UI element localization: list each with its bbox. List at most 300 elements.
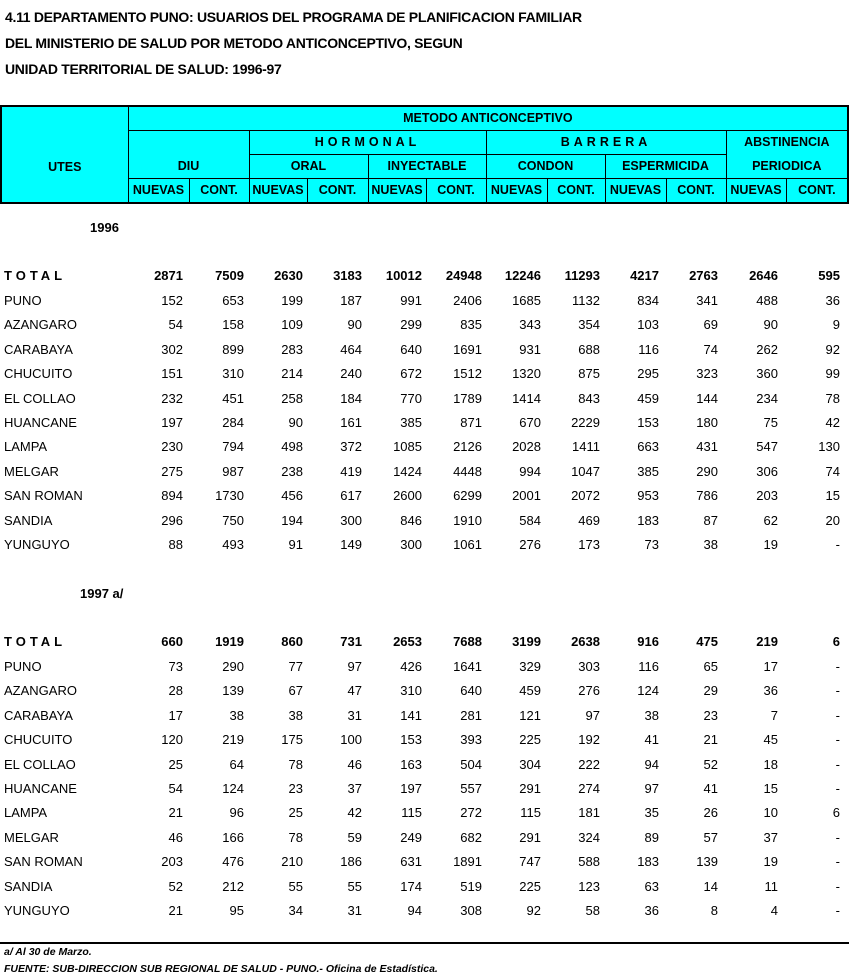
- cell-value: 1085: [393, 439, 422, 454]
- table-row: [0, 415, 849, 439]
- table-row: [0, 781, 849, 805]
- cell-value: 343: [519, 317, 541, 332]
- cell-value: 660: [161, 634, 183, 649]
- cell-value: 141: [400, 708, 422, 723]
- cell-value: 186: [340, 854, 362, 869]
- cell-value: -: [835, 732, 840, 747]
- cell-value: 203: [161, 854, 183, 869]
- cell-value: 219: [222, 732, 244, 747]
- cell-value: 115: [401, 805, 422, 820]
- cell-value: 11: [764, 879, 778, 894]
- cell-value: 124: [222, 781, 244, 796]
- cell-value: 931: [519, 342, 541, 357]
- row-label: TOTAL: [4, 268, 67, 283]
- cell-value: 88: [168, 537, 183, 552]
- table-row: [0, 513, 849, 537]
- cell-value: 161: [340, 415, 362, 430]
- table-row: [0, 659, 849, 683]
- header-oral: ORAL: [249, 155, 368, 179]
- cell-value: 464: [340, 342, 362, 357]
- cell-value: 46: [347, 757, 362, 772]
- cell-value: 258: [281, 391, 303, 406]
- cell-value: 6: [832, 805, 840, 820]
- cell-value: 300: [400, 537, 422, 552]
- section-year: 1996: [90, 220, 119, 235]
- cell-value: 194: [281, 513, 303, 528]
- table-row: [0, 537, 849, 561]
- cell-value: 663: [637, 439, 659, 454]
- row-label: SAN ROMAN: [4, 854, 83, 869]
- cell-value: 234: [756, 391, 778, 406]
- cell-value: 197: [161, 415, 183, 430]
- cell-value: 97: [644, 781, 659, 796]
- cell-value: 42: [825, 415, 840, 430]
- cell-value: 354: [578, 317, 600, 332]
- cell-value: 78: [825, 391, 840, 406]
- cell-value: 770: [400, 391, 422, 406]
- cell-value: 6: [832, 634, 840, 649]
- cell-value: 94: [407, 903, 422, 918]
- row-label: YUNGUYO: [4, 903, 70, 918]
- cell-value: 617: [340, 488, 362, 503]
- cell-value: 498: [281, 439, 303, 454]
- cell-value: 451: [222, 391, 244, 406]
- cell-value: 153: [637, 415, 659, 430]
- cell-value: 557: [460, 781, 482, 796]
- cell-value: 21: [168, 805, 183, 820]
- row-label: AZANGARO: [4, 683, 77, 698]
- cell-value: 58: [585, 903, 600, 918]
- cell-value: 24948: [445, 268, 482, 283]
- header-abstinencia: ABSTINENCIA: [726, 131, 848, 155]
- cell-value: 731: [340, 634, 362, 649]
- header-cont: CONT.: [307, 179, 368, 204]
- cell-value: -: [835, 757, 840, 772]
- cell-value: 240: [340, 366, 362, 381]
- table-row: [0, 879, 849, 903]
- cell-value: 2653: [393, 634, 422, 649]
- cell-value: 385: [400, 415, 422, 430]
- cell-value: 31: [347, 903, 362, 918]
- cell-value: 291: [519, 830, 541, 845]
- cell-value: 21: [703, 732, 718, 747]
- cell-value: 23: [288, 781, 303, 796]
- cell-value: 67: [288, 683, 303, 698]
- table-row: [0, 293, 849, 317]
- cell-value: 183: [637, 854, 659, 869]
- cell-value: 295: [637, 366, 659, 381]
- cell-value: 2638: [571, 634, 600, 649]
- cell-value: 54: [168, 317, 183, 332]
- cell-value: 9: [832, 317, 840, 332]
- cell-value: 210: [281, 854, 303, 869]
- source-note: FUENTE: SUB-DIRECCION SUB REGIONAL DE SALUD - PUNO.- Oficina de Estadística.: [4, 963, 438, 975]
- header-barrera: BARRERA: [486, 131, 726, 155]
- cell-value: 10012: [385, 268, 422, 283]
- row-label: AZANGARO: [4, 317, 77, 332]
- cell-value: 20: [825, 513, 840, 528]
- cell-value: 28: [168, 683, 183, 698]
- cell-value: 302: [161, 342, 183, 357]
- cell-value: 38: [703, 537, 718, 552]
- cell-value: 95: [229, 903, 244, 918]
- cell-value: 29: [703, 683, 718, 698]
- header-nuevas: NUEVAS: [726, 179, 786, 204]
- table-row: [0, 317, 849, 341]
- cell-value: -: [835, 659, 840, 674]
- cell-value: 116: [638, 342, 659, 357]
- cell-value: 14: [703, 879, 718, 894]
- table-row: [0, 439, 849, 463]
- cell-value: 290: [696, 464, 718, 479]
- cell-value: 488: [756, 293, 778, 308]
- cell-value: 1730: [215, 488, 244, 503]
- row-label: HUANCANE: [4, 415, 77, 430]
- cell-value: 1789: [453, 391, 482, 406]
- cell-value: 2072: [571, 488, 600, 503]
- row-label: PUNO: [4, 659, 42, 674]
- cell-value: 2126: [453, 439, 482, 454]
- cell-value: 153: [400, 732, 422, 747]
- cell-value: 26: [703, 805, 718, 820]
- cell-value: 1047: [571, 464, 600, 479]
- cell-value: 431: [696, 439, 718, 454]
- cell-value: 281: [460, 708, 482, 723]
- cell-value: 2028: [512, 439, 541, 454]
- cell-value: 173: [578, 537, 600, 552]
- row-label: SANDIA: [4, 879, 53, 894]
- cell-value: 249: [400, 830, 422, 845]
- cell-value: 158: [222, 317, 244, 332]
- cell-value: 300: [340, 513, 362, 528]
- table-title-line-1: 4.11 DEPARTAMENTO PUNO: USUARIOS DEL PROGRAMA DE PLANIFICACION FAMILIAR: [5, 9, 582, 25]
- cell-value: 1691: [453, 342, 482, 357]
- header-cont: CONT.: [189, 179, 249, 204]
- row-label: LAMPA: [4, 439, 48, 454]
- table-row: [0, 805, 849, 829]
- cell-value: 11293: [564, 268, 600, 283]
- table-row: [0, 464, 849, 488]
- cell-value: 456: [281, 488, 303, 503]
- table-row: [0, 708, 849, 732]
- cell-value: 2600: [393, 488, 422, 503]
- cell-value: 65: [703, 659, 718, 674]
- header-subcolumns: [1, 179, 848, 204]
- cell-value: 38: [229, 708, 244, 723]
- cell-value: 3199: [512, 634, 541, 649]
- cell-value: 275: [161, 464, 183, 479]
- cell-value: 875: [578, 366, 600, 381]
- cell-value: 19: [763, 537, 778, 552]
- cell-value: -: [835, 683, 840, 698]
- cell-value: 230: [161, 439, 183, 454]
- cell-value: 92: [825, 342, 840, 357]
- cell-value: 94: [644, 757, 659, 772]
- cell-value: 36: [763, 683, 778, 698]
- table-title-line-3: UNIDAD TERRITORIAL DE SALUD: 1996-97: [5, 61, 282, 77]
- cell-value: 1512: [453, 366, 482, 381]
- cell-value: 36: [825, 293, 840, 308]
- cell-value: 1641: [453, 659, 482, 674]
- cell-value: 894: [161, 488, 183, 503]
- cell-value: 385: [637, 464, 659, 479]
- cell-value: 459: [519, 683, 541, 698]
- cell-value: 74: [825, 464, 840, 479]
- cell-value: 121: [519, 708, 541, 723]
- row-label: EL COLLAO: [4, 391, 76, 406]
- cell-value: 672: [400, 366, 422, 381]
- table-row: [0, 683, 849, 707]
- cell-value: 163: [400, 757, 422, 772]
- cell-value: 144: [696, 391, 718, 406]
- cell-value: 74: [703, 342, 718, 357]
- table-row-total: [0, 268, 849, 292]
- cell-value: 916: [637, 634, 659, 649]
- row-label: YUNGUYO: [4, 537, 70, 552]
- cell-value: 991: [400, 293, 422, 308]
- cell-value: 97: [585, 708, 600, 723]
- table-row: [0, 366, 849, 390]
- cell-value: 393: [460, 732, 482, 747]
- cell-value: 116: [638, 659, 659, 674]
- cell-value: 19: [763, 854, 778, 869]
- cell-value: 794: [222, 439, 244, 454]
- cell-value: 291: [519, 781, 541, 796]
- header-utes: UTES: [1, 106, 128, 203]
- cell-value: 55: [347, 879, 362, 894]
- cell-value: 225: [519, 879, 541, 894]
- cell-value: 73: [644, 537, 659, 552]
- cell-value: 41: [644, 732, 659, 747]
- cell-value: 323: [696, 366, 718, 381]
- cell-value: 45: [763, 732, 778, 747]
- cell-value: 750: [222, 513, 244, 528]
- cell-value: 100: [340, 732, 362, 747]
- row-label: HUANCANE: [4, 781, 77, 796]
- cell-value: 283: [281, 342, 303, 357]
- cell-value: 99: [825, 366, 840, 381]
- cell-value: 78: [288, 830, 303, 845]
- cell-value: 181: [578, 805, 600, 820]
- cell-value: 1411: [572, 439, 600, 454]
- table-row: [0, 488, 849, 512]
- cell-value: 41: [703, 781, 718, 796]
- row-label: EL COLLAO: [4, 757, 76, 772]
- cell-value: 306: [756, 464, 778, 479]
- cell-value: 139: [696, 854, 718, 869]
- cell-value: 4448: [453, 464, 482, 479]
- cell-value: -: [835, 781, 840, 796]
- cell-value: 174: [400, 879, 422, 894]
- cell-value: 584: [519, 513, 541, 528]
- cell-value: 631: [400, 854, 422, 869]
- cell-value: 493: [222, 537, 244, 552]
- row-label: MELGAR: [4, 830, 59, 845]
- cell-value: 62: [763, 513, 778, 528]
- cell-value: 3183: [333, 268, 362, 283]
- cell-value: 92: [526, 903, 541, 918]
- cell-value: 199: [281, 293, 303, 308]
- cell-value: 46: [168, 830, 183, 845]
- cell-value: 276: [519, 537, 541, 552]
- cell-value: 90: [347, 317, 362, 332]
- cell-value: 310: [222, 366, 244, 381]
- cell-value: 682: [460, 830, 482, 845]
- cell-value: 1414: [512, 391, 541, 406]
- cell-value: 871: [460, 415, 482, 430]
- cell-value: 304: [519, 757, 541, 772]
- header-inyectable: INYECTABLE: [368, 155, 486, 179]
- cell-value: -: [835, 830, 840, 845]
- cell-value: 504: [460, 757, 482, 772]
- cell-value: 214: [281, 366, 303, 381]
- cell-value: 23: [703, 708, 718, 723]
- cell-value: 1685: [512, 293, 541, 308]
- cell-value: 97: [347, 659, 362, 674]
- cell-value: 6299: [453, 488, 482, 503]
- cell-value: 12246: [504, 268, 541, 283]
- cell-value: 7509: [215, 268, 244, 283]
- cell-value: 2630: [274, 268, 303, 283]
- cell-value: 225: [519, 732, 541, 747]
- footnote: a/ Al 30 de Marzo.: [4, 946, 92, 958]
- header-diu: DIU: [128, 131, 249, 179]
- cell-value: 290: [222, 659, 244, 674]
- header-hormonal: HORMONAL: [249, 131, 486, 155]
- cell-value: 4217: [630, 268, 659, 283]
- cell-value: 310: [400, 683, 422, 698]
- cell-value: 653: [222, 293, 244, 308]
- cell-value: 69: [703, 317, 718, 332]
- cell-value: 372: [340, 439, 362, 454]
- cell-value: 15: [763, 781, 778, 796]
- cell-value: 38: [288, 708, 303, 723]
- table-row: [0, 342, 849, 366]
- cell-value: 274: [578, 781, 600, 796]
- cell-value: 35: [644, 805, 659, 820]
- cell-value: 25: [168, 757, 183, 772]
- cell-value: -: [835, 854, 840, 869]
- cell-value: 296: [161, 513, 183, 528]
- cell-value: 670: [519, 415, 541, 430]
- table-row: [0, 903, 849, 927]
- row-label: TOTAL: [4, 634, 67, 649]
- cell-value: 63: [644, 879, 659, 894]
- table-header: [0, 105, 849, 204]
- section-year: 1997 a/: [80, 586, 124, 601]
- cell-value: 547: [756, 439, 778, 454]
- footer-rule: [0, 942, 849, 944]
- row-label: SANDIA: [4, 513, 53, 528]
- cell-value: 152: [161, 293, 183, 308]
- cell-value: 1132: [572, 293, 600, 308]
- cell-value: 595: [818, 268, 840, 283]
- cell-value: 212: [222, 879, 244, 894]
- cell-value: 42: [347, 805, 362, 820]
- cell-value: -: [835, 879, 840, 894]
- header-periodica: PERIODICA: [726, 155, 848, 179]
- cell-value: 8: [710, 903, 718, 918]
- cell-value: 262: [756, 342, 778, 357]
- cell-value: 52: [168, 879, 183, 894]
- cell-value: 64: [229, 757, 244, 772]
- cell-value: 17: [168, 708, 183, 723]
- cell-value: 469: [578, 513, 600, 528]
- cell-value: 151: [161, 366, 183, 381]
- cell-value: 475: [696, 634, 718, 649]
- cell-value: 75: [763, 415, 778, 430]
- cell-value: 786: [696, 488, 718, 503]
- cell-value: 1891: [453, 854, 482, 869]
- cell-value: 899: [222, 342, 244, 357]
- cell-value: 7: [770, 708, 778, 723]
- cell-value: -: [835, 537, 840, 552]
- cell-value: 55: [288, 879, 303, 894]
- cell-value: 426: [400, 659, 422, 674]
- row-label: CARABAYA: [4, 342, 73, 357]
- cell-value: 2406: [453, 293, 482, 308]
- cell-value: 303: [578, 659, 600, 674]
- header-nuevas: NUEVAS: [368, 179, 426, 204]
- cell-value: 103: [637, 317, 659, 332]
- table-row: [0, 757, 849, 781]
- row-label: CHUCUITO: [4, 366, 73, 381]
- header-nuevas: NUEVAS: [605, 179, 666, 204]
- row-label: CHUCUITO: [4, 732, 73, 747]
- cell-value: 96: [229, 805, 244, 820]
- cell-value: 124: [637, 683, 659, 698]
- cell-value: 232: [161, 391, 183, 406]
- cell-value: 21: [168, 903, 183, 918]
- cell-value: 15: [825, 488, 840, 503]
- cell-value: 860: [281, 634, 303, 649]
- cell-value: 1320: [512, 366, 541, 381]
- cell-value: 640: [460, 683, 482, 698]
- cell-value: 238: [281, 464, 303, 479]
- cell-value: 109: [281, 317, 303, 332]
- cell-value: 123: [578, 879, 600, 894]
- cell-value: 192: [578, 732, 600, 747]
- header-nuevas: NUEVAS: [249, 179, 307, 204]
- cell-value: 175: [281, 732, 303, 747]
- cell-value: 219: [756, 634, 778, 649]
- cell-value: 308: [460, 903, 482, 918]
- cell-value: 115: [520, 805, 541, 820]
- cell-value: 7688: [453, 634, 482, 649]
- cell-value: 341: [696, 293, 718, 308]
- cell-value: -: [835, 903, 840, 918]
- cell-value: 1424: [393, 464, 422, 479]
- cell-value: 197: [400, 781, 422, 796]
- cell-value: 519: [460, 879, 482, 894]
- cell-value: 37: [763, 830, 778, 845]
- cell-value: 34: [288, 903, 303, 918]
- cell-value: -: [835, 708, 840, 723]
- cell-value: 183: [637, 513, 659, 528]
- table-row: [0, 854, 849, 878]
- cell-value: 139: [222, 683, 244, 698]
- cell-value: 37: [347, 781, 362, 796]
- cell-value: 846: [400, 513, 422, 528]
- cell-value: 87: [703, 513, 718, 528]
- cell-value: 31: [347, 708, 362, 723]
- cell-value: 222: [578, 757, 600, 772]
- cell-value: 2646: [749, 268, 778, 283]
- row-label: PUNO: [4, 293, 42, 308]
- table-title-line-2: DEL MINISTERIO DE SALUD POR METODO ANTICONCEPTIVO, SEGUN: [5, 35, 463, 51]
- cell-value: 276: [578, 683, 600, 698]
- cell-value: 843: [578, 391, 600, 406]
